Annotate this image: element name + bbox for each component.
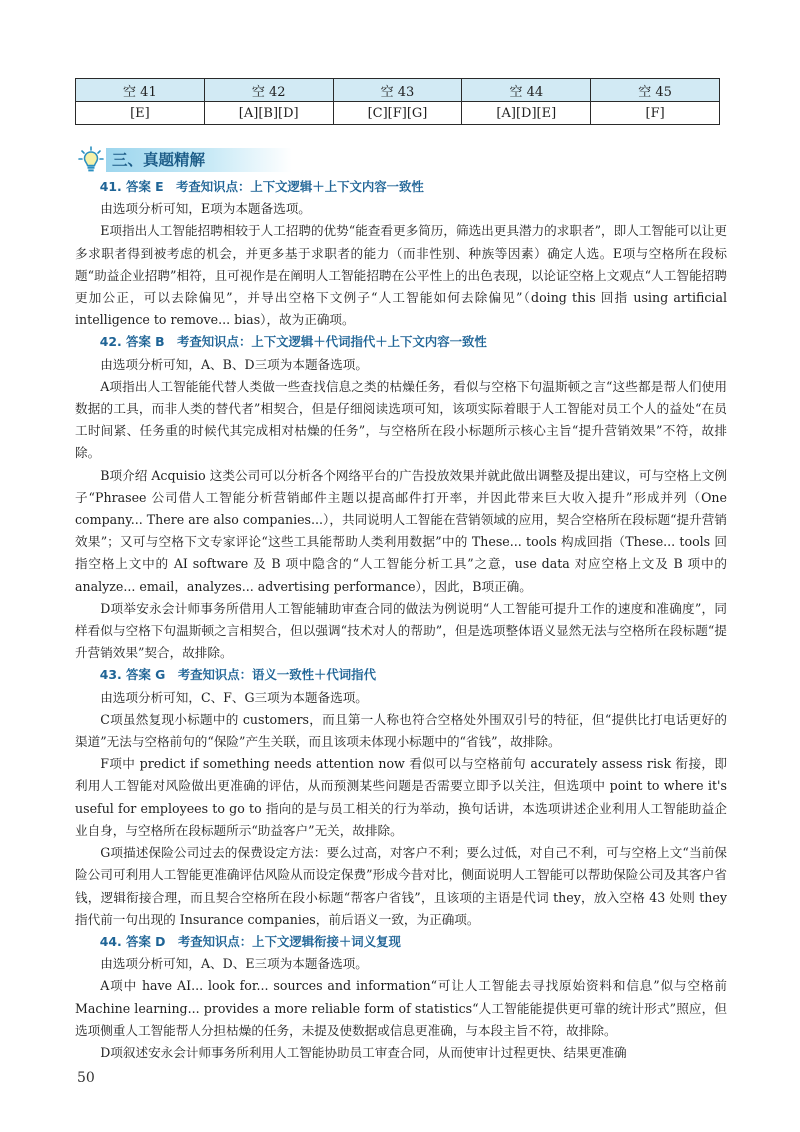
table-cell: [F] [591, 102, 720, 125]
paragraph: C项虽然复现小标题中的 customers，而且第一人称也符合空格处外围双引号的特征，但“提供比打电话更好的渠道”无法与空格前句的“保险”产生关联，而且该项未体现小标题中的“省钱”，故排除。 [75, 711, 727, 750]
paragraph: 由选项分析可知，A、B、D三项为本题备选项。 [100, 356, 368, 372]
answer-table [75, 78, 720, 125]
table-cell: [A][B][D] [204, 102, 333, 125]
paragraph: A项指出人工智能能代替人类做一些查找信息之类的枯燥任务，看似与空格下句温斯顿之言“这些都是帮人们使用数据的工具，而非人类的替代者”相契合，但是仔细阅读选项可知，该项实际着眼于人工智能对员工个人的益处“在员工时间紧、任务重的时候代其完成相对枯燥的任务”，与空格所在段小标题所示核心主旨“提升营销效果”不符，故排除。 [75, 378, 727, 461]
paragraph: D项叙述安永会计师事务所利用人工智能协助员工审查合同，从而使审计过程更快、结果更准确 [100, 1044, 627, 1060]
answer-explanations [75, 176, 727, 1064]
answer-heading-44: 44. 答案 D 考查知识点：上下文逻辑衔接＋词义复现 [99, 933, 401, 949]
paragraph: A项中 have AI... look for... sources and information“可让人工智能去寻找原始资料和信息”似与空格前 Machine learning... provides a more reliable form of statistics“人工智能能提供更可靠的统计形式”照应，但选项侧重人工智能帮人分担枯燥的任务，未提及使数据或信息更准确，与本段主旨不符，故排除。 [75, 978, 727, 1038]
table-header-cell: 空 43 [333, 79, 462, 102]
table-cell: [A][D][E] [462, 102, 591, 125]
paragraph: G项描述保险公司过去的保费设定方法：要么过高，对客户不利；要么过低，对自己不利，可与空格上文“当前保险公司可利用人工智能更准确评估风险从而设定保费”形成今昔对比，侧面说明人工智能可以帮助保险公司及其客户省钱，逻辑衔接合理，而且契合空格所在段小标题“帮客户省钱”，且该项的主语是代词 they，放入空格 43 处则 they 指代前一句出现的 Insurance companies，前后语义一致，为正确项。 [75, 845, 727, 927]
paragraph: D项举安永会计师事务所借用人工智能辅助审查合同的做法为例说明“人工智能可提升工作的速度和准确度”，同样看似与空格下句温斯顿之言相契合，但以强调“技术对人的帮助”，但是选项整体语义显然无法与空格所在段标题“提升营销效果”契合，故排除。 [75, 600, 727, 661]
paragraph: 由选项分析可知，A、D、E三项为本题备选项。 [100, 956, 368, 972]
table-header-cell: 空 42 [204, 79, 333, 102]
answer-table-header-row [76, 79, 720, 102]
paragraph: 由选项分析可知，C、F、G三项为本题备选项。 [100, 689, 368, 705]
lightbulb-icon [78, 146, 104, 174]
table-header-cell: 空 45 [591, 79, 720, 102]
answer-heading-43: 43. 答案 G 考查知识点：语义一致性＋代词指代 [99, 667, 376, 683]
section-title: 三、真题精解 [106, 148, 292, 172]
paragraph: E项指出人工智能招聘相较于人工招聘的优势“能查看更多简历，筛选出更具潜力的求职者”，即人工智能可以让更多求职者得到被考虑的机会，并更多基于求职者的能力（而非性别、种族等因素）确定人选。E项与空格所在段标题“助益企业招聘”相符，且可视作是在阐明人工智能招聘在公平性上的出色表现，以论证空格上文观点“人工智能招聘更加公正，可以去除偏见”，并导出空格下文例子“人工智能如何去除偏见”（doing this 回指 using artificial intelligence to remove... bias），故为正确项。 [75, 223, 727, 328]
section-header [78, 146, 738, 174]
table-header-cell: 空 41 [76, 79, 205, 102]
paragraph: F项中 predict if something needs attention now 看似可以与空格前句 accurately assess risk 衔接，即利用人工智能对风险做出更准确的评估，从而预测某些问题是否需要立即予以关注，但选项中 point to where it's useful for employees to go to 指向的是与员工相关的行为举动，换句话讲，本选项讲述企业利用人工智能助益企业自身，与空格所在段标题所示“助益客户”无关，故排除。 [75, 756, 727, 838]
table-cell: [C][F][G] [333, 102, 462, 125]
table-header-cell: 空 44 [462, 79, 591, 102]
paragraph: 由选项分析可知，E项为本题备选项。 [100, 201, 311, 217]
paragraph: B项介绍 Acquisio 这类公司可以分析各个网络平台的广告投放效果并就此做出调整及提出建议，可与空格上文例子“Phrasee 公司借人工智能分析营销邮件主题以提高邮件打开率，并因此带来巨大收入提升”形成并列（One company... There are also companies...），共同说明人工智能在营销领域的应用，契合空格所在段标题“提升营销效果”；又可与空格下文专家评论“这些工具能帮助人类利用数据”中的 These... tools 构成回指（These... tools 回指空格上文中的 AI software 及 B 项中隐含的“人工智能分析工具”之意，use data 对应空格上文及 B 项中的 analyze... email，analyzes... advertising performance），因此，B项正确。 [75, 467, 727, 594]
answer-heading-41: 41. 答案 E 考查知识点：上下文逻辑＋上下文内容一致性 [99, 179, 424, 194]
table-cell: [E] [76, 102, 205, 125]
page-number: 50 [77, 1070, 95, 1086]
answer-heading-42: 42. 答案 B 考查知识点：上下文逻辑＋代词指代＋上下文内容一致性 [99, 334, 487, 350]
answer-table-value-row [76, 102, 720, 125]
